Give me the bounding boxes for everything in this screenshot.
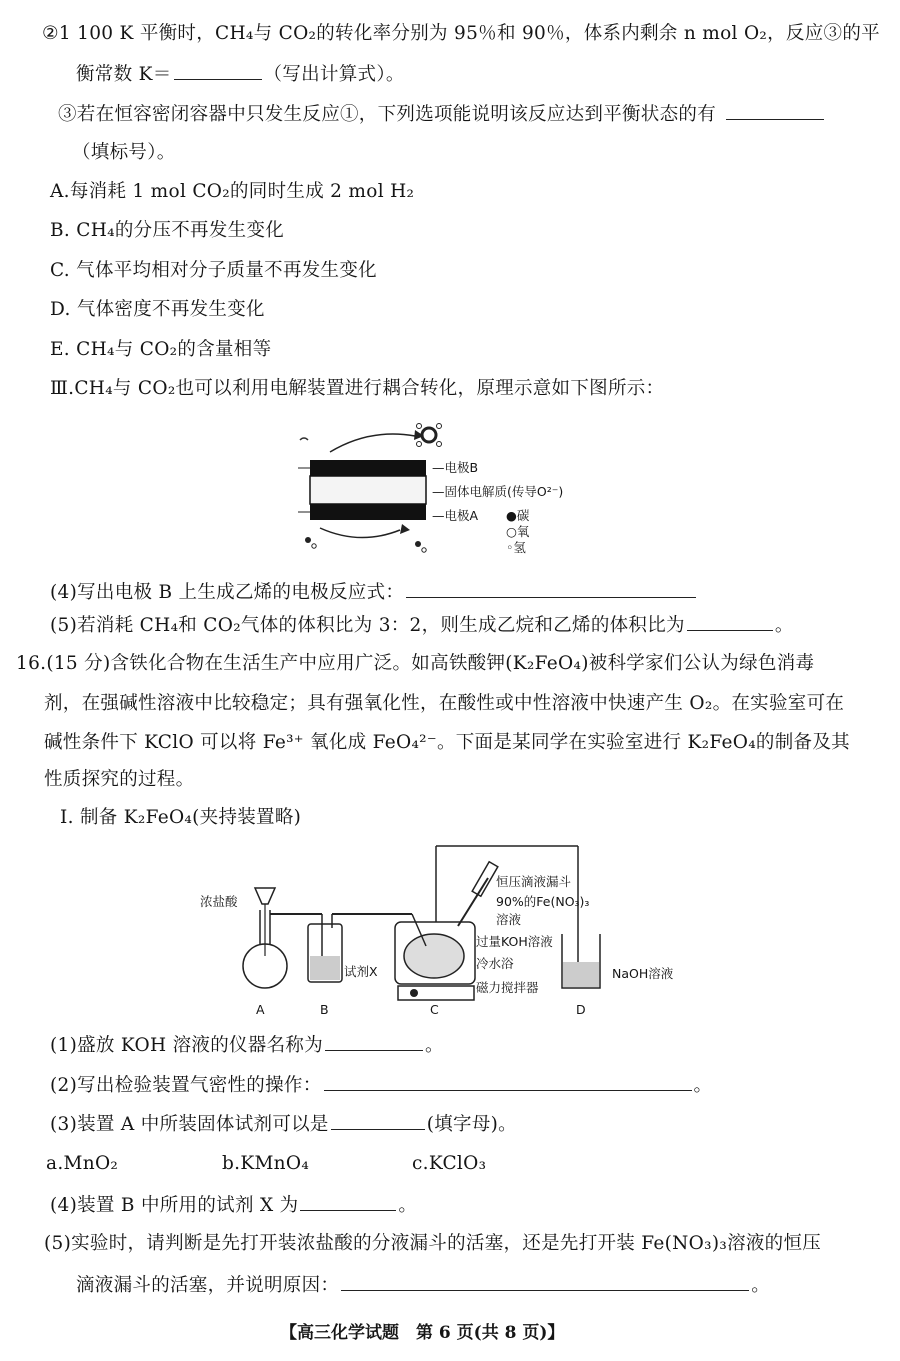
label-fe-solution-2: 溶液 bbox=[496, 912, 522, 927]
s3-option-b: b.KMnO₄ bbox=[222, 1153, 310, 1174]
section-1-heading: Ⅰ. 制备 K₂FeO₄(夹持装置略) bbox=[60, 807, 302, 828]
s5-period: 。 bbox=[751, 1275, 771, 1296]
page-footer: 【高三化学试题 第 6 页(共 8 页)】 bbox=[280, 1323, 565, 1343]
q16-line1: 16.(15 分)含铁化合物在生活生产中应用广泛。如高铁酸钾(K₂FeO₄)被科学家们公认为绿色消毒 bbox=[16, 653, 815, 674]
answer-blank-q3[interactable] bbox=[726, 101, 824, 120]
s3-note: (填字母)。 bbox=[426, 1114, 517, 1135]
s1-line bbox=[50, 1032, 444, 1058]
q3-line2: （填标号）。 bbox=[72, 142, 176, 163]
label-b: B bbox=[320, 1002, 329, 1017]
option-e: E. CH₄与 CO₂的含量相等 bbox=[50, 339, 272, 360]
q3-line1 bbox=[58, 101, 826, 127]
label-electrolyte: —固体电解质(传导O²⁻) bbox=[432, 484, 564, 499]
label-cold-bath: 冷水浴 bbox=[476, 956, 514, 971]
label-funnel: 恒压滴液漏斗 bbox=[496, 874, 572, 889]
s2-stem: (2)写出检验装置气密性的操作： bbox=[50, 1075, 322, 1096]
s4-period: 。 bbox=[398, 1195, 418, 1216]
s3-option-a: a.MnO₂ bbox=[46, 1153, 119, 1174]
part3-intro: Ⅲ.CH₄与 CO₂也可以利用电解装置进行耦合转化，原理示意如下图所示： bbox=[50, 378, 665, 399]
q5-stem: (5)若消耗 CH₄和 CO₂气体的体积比为 3：2，则生成乙烷和乙烯的体积比为 bbox=[50, 615, 685, 636]
s3-line bbox=[50, 1111, 517, 1137]
s5-stem: 滴液漏斗的活塞，并说明原因： bbox=[76, 1275, 340, 1296]
q16-line3: 碱性条件下 KClO 可以将 Fe³⁺ 氧化成 FeO₄²⁻。下面是某同学在实验室进行 K₂FeO₄的制备及其 bbox=[44, 732, 850, 753]
q16-line4: 性质探究的过程。 bbox=[44, 769, 195, 790]
q2-k-label: 衡常数 K＝ bbox=[76, 64, 172, 85]
label-electrode-b: —电极B bbox=[432, 460, 479, 475]
q16-line2: 剂，在强碱性溶液中比较稳定；具有强氧化性，在酸性或中性溶液中快速产生 O₂。在实验室可在 bbox=[44, 693, 845, 714]
s2-line bbox=[50, 1072, 712, 1098]
label-a: A bbox=[256, 1002, 265, 1017]
label-c: C bbox=[430, 1002, 439, 1017]
option-c: C. 气体平均相对分子质量不再发生变化 bbox=[50, 260, 377, 281]
electrolysis-cell-drawing bbox=[290, 418, 430, 558]
s4-stem: (4)装置 B 中所用的试剂 X 为 bbox=[50, 1195, 299, 1216]
option-d: D. 气体密度不再发生变化 bbox=[50, 299, 265, 320]
option-b: B. CH₄的分压不再发生变化 bbox=[50, 220, 285, 241]
apparatus-drawing bbox=[200, 838, 720, 1020]
label-reagent-x: 试剂X bbox=[344, 964, 378, 979]
s5-line2 bbox=[76, 1272, 770, 1298]
option-a: A.每消耗 1 mol CO₂的同时生成 2 mol H₂ bbox=[50, 181, 415, 202]
s1-stem: (1)盛放 KOH 溶液的仪器名称为 bbox=[50, 1035, 323, 1056]
answer-blank-k[interactable] bbox=[174, 61, 262, 80]
label-fe-solution: 90%的Fe(NO₃)₃ bbox=[496, 894, 590, 909]
q2-line1: ②1 100 K 平衡时，CH₄与 CO₂的转化率分别为 95％和 90％，体系内剩余 n mol O₂，反应③的平 bbox=[42, 23, 880, 44]
answer-blank-s5[interactable] bbox=[341, 1272, 749, 1291]
s3-stem: (3)装置 A 中所装固体试剂可以是 bbox=[50, 1114, 329, 1135]
q4-line bbox=[50, 579, 698, 605]
q5-period: 。 bbox=[774, 615, 794, 636]
q3-stem: ③若在恒容密闭容器中只发生反应①，下列选项能说明该反应达到平衡状态的有 bbox=[58, 104, 717, 125]
electrolysis-legend bbox=[432, 458, 572, 558]
s2-period: 。 bbox=[693, 1075, 713, 1096]
answer-blank-q5[interactable] bbox=[687, 612, 773, 631]
product-molecule-icon bbox=[414, 418, 444, 452]
q5-line bbox=[50, 612, 794, 638]
legend-carbon: ●碳 bbox=[506, 508, 530, 523]
answer-blank-s4[interactable] bbox=[300, 1192, 396, 1211]
s5-line1: (5)实验时，请判断是先打开装浓盐酸的分液漏斗的活塞，还是先打开装 Fe(NO₃)₃溶液的恒压 bbox=[44, 1233, 822, 1254]
label-naoh: NaOH溶液 bbox=[612, 966, 674, 981]
electrolysis-figure bbox=[290, 418, 570, 558]
answer-blank-q4[interactable] bbox=[406, 579, 696, 598]
label-stirrer: 磁力搅拌器 bbox=[476, 980, 539, 995]
s4-line bbox=[50, 1192, 417, 1218]
label-conc-hcl: 浓盐酸 bbox=[200, 894, 238, 909]
answer-blank-s1[interactable] bbox=[325, 1032, 423, 1051]
s1-period: 。 bbox=[425, 1035, 444, 1056]
q2-k-note: （写出计算式）。 bbox=[263, 64, 405, 85]
apparatus-figure bbox=[200, 838, 720, 1020]
label-d: D bbox=[576, 1002, 586, 1017]
answer-blank-s2[interactable] bbox=[324, 1072, 692, 1091]
label-koh: 过量KOH溶液 bbox=[476, 934, 553, 949]
q4-stem: (4)写出电极 B 上生成乙烯的电极反应式： bbox=[50, 582, 405, 603]
legend-hydrogen: ◦氢 bbox=[506, 540, 526, 555]
label-electrode-a: —电极A bbox=[432, 508, 479, 523]
s3-option-c: c.KClO₃ bbox=[412, 1153, 487, 1174]
q2-line2 bbox=[76, 61, 405, 87]
legend-oxygen: ○氧 bbox=[506, 524, 530, 539]
answer-blank-s3[interactable] bbox=[331, 1111, 425, 1130]
